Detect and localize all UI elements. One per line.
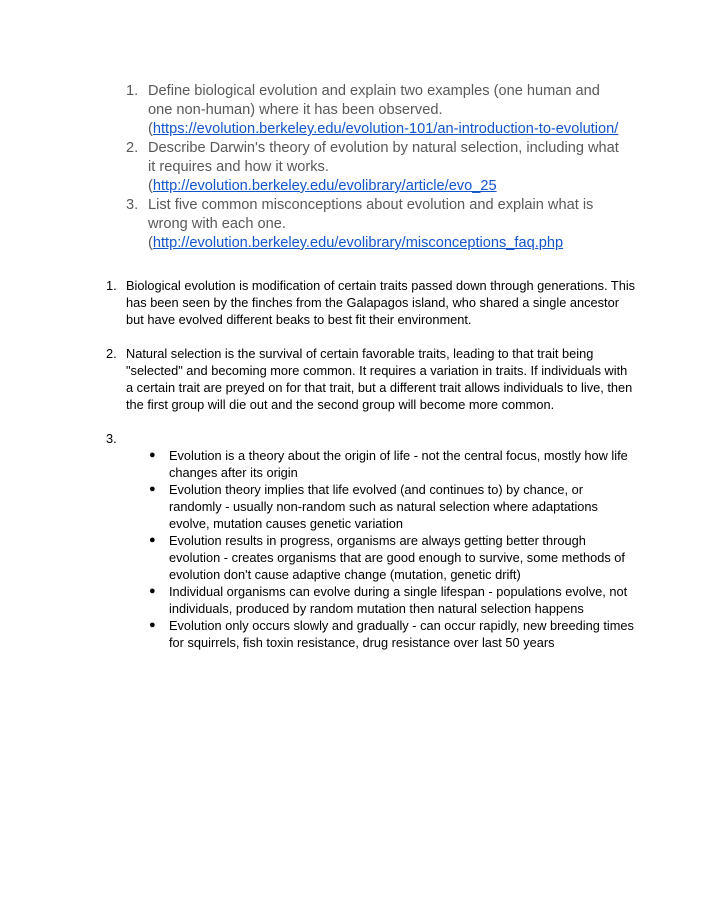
bullet-text: Evolution is a theory about the origin of life - not the central focus, mostly how life changes after its origin [169, 448, 628, 480]
answer-number: 1. [106, 278, 117, 293]
link-paren: ( [148, 235, 153, 251]
answers-list [106, 277, 636, 668]
question-item [126, 196, 626, 253]
misconceptions-list [149, 447, 634, 651]
bullet-text: Evolution theory implies that life evolved (and continues to) by chance, or randomly - usually non-random such as natural selection where adaptations evolve, mutation causes genetic variation [169, 482, 598, 531]
answer-text: Natural selection is the survival of certain favorable traits, leading to that trait being "selected" and becoming more common. It requires a variation in traits. If individuals with a certain trait are preyed on for that trait, but a different trait allows individuals to live, then the first group will die out and the second group will become more common. [126, 346, 633, 412]
bullet-item [149, 481, 634, 532]
question-number: 2. [126, 140, 139, 156]
questions-list [126, 82, 626, 253]
answer-number: 2. [106, 346, 117, 361]
bullet-icon: ● [149, 449, 156, 461]
question-item [126, 82, 626, 139]
link-paren: ( [148, 178, 153, 194]
question-text: Describe Darwin's theory of evolution by natural selection, including what it requires and how it works. [148, 140, 619, 175]
bullet-item [149, 532, 634, 583]
question-link[interactable]: https://evolution.berkeley.edu/evolution-101/an-introduction-to-evolution/ [152, 121, 619, 137]
bullet-text: Evolution only occurs slowly and gradually - can occur rapidly, new breeding times for squirrels, fish toxin resistance, drug resistance over last 50 years [169, 618, 634, 650]
bullet-icon: ● [149, 585, 156, 597]
question-text: List five common misconceptions about evolution and explain what is wrong with each one. [148, 197, 594, 232]
question-link[interactable]: http://evolution.berkeley.edu/evolibrary/misconceptions_faq.php [152, 235, 564, 251]
answer-item [106, 345, 636, 413]
question-link[interactable]: http://evolution.berkeley.edu/evolibrary/article/evo_25 [152, 178, 497, 194]
question-number: 3. [126, 197, 139, 213]
question-item [126, 139, 626, 196]
bullet-item [149, 583, 634, 617]
answer-number: 3. [106, 431, 117, 446]
bullet-icon: ● [149, 619, 156, 631]
answer-item [106, 430, 636, 651]
bullet-text: Individual organisms can evolve during a single lifespan - populations evolve, not individuals, produced by random mutation then natural selection happens [169, 584, 628, 616]
bullet-item [149, 617, 634, 651]
bullet-text: Evolution results in progress, organisms are always getting better through evolution - creates organisms that are good enough to survive, some methods of evolution don't cause adaptive change (mutation, genetic drift) [169, 533, 625, 582]
bullet-icon: ● [149, 483, 156, 495]
question-number: 1. [126, 83, 139, 99]
answer-item [106, 277, 636, 328]
bullet-item [149, 447, 634, 481]
bullet-icon: ● [149, 534, 156, 546]
link-paren: ( [148, 121, 153, 137]
answer-text: Biological evolution is modification of certain traits passed down through generations. This has been seen by the finches from the Galapagos island, who shared a single ancestor but have evolved different beaks to best fit their environment. [126, 278, 636, 327]
question-text: Define biological evolution and explain two examples (one human and one non-human) where it has been observed. [148, 83, 600, 118]
